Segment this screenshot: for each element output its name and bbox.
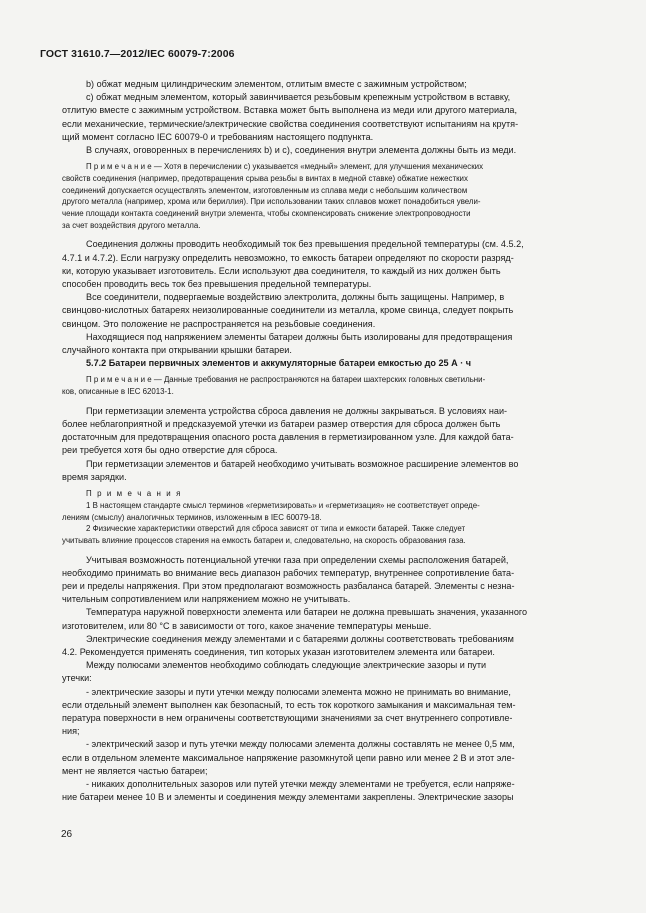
paragraph: Температура наружной поверхности элемента или батареи не должна превышать значения, указанного изготовителем, или 80 °C в зависимости от того, какое значение температуры меньше. xyxy=(62,607,528,631)
note: 2 Физические характеристики отверстий для сброса зависят от типа и емкости батарей. Также следует учитывать влияние процессов старения на емкость батареи и, следовательно, на скорость образования газа. xyxy=(62,524,466,545)
paragraph: Между полюсами элементов необходимо соблюдать следующие электрические зазоры и пути утечки: xyxy=(62,660,487,684)
paragraph: При герметизации элемента устройства сброса давления не должны закрываться. В условиях наи- более неблагоприятной и предсказуемой утечки из батареи размер отверстия для сброса должен быть достаточным для предотвращения опасного роста давления в герметизированном узле. Для каждой бата- реи требуется хотя бы одно отверстие для сброса. xyxy=(62,405,514,456)
page-content xyxy=(62,78,593,804)
notes-heading: П р и м е ч а н и я xyxy=(86,489,182,499)
note: П р и м е ч а н и е — Хотя в перечислении c) указывается «медный» элемент, для улучшения механических свойств соединения (например, предотвращения срыва резьбы в винтах в медной ставке) обжатие нежестких соединений допускается осуществлять элементом, изготовленным из сплава меди с небольшим количеством другого металла (например, хрома или бериллия). При использовании таких сплавов может понадобиться увели- чение площади контакта соединений внутри элемента, чтобы скомпенсировать снижение электропроводности за счет воздействия другого металла. xyxy=(62,162,484,230)
paragraph: Все соединители, подвергаемые воздействию электролита, должны быть защищены. Например, в свинцово-кислотных батареях неизолированные соединители из металла, кроме свинца, следует покрыть свинцом. Это положение не распространяется на резьбовые соединения. xyxy=(62,292,514,329)
note: 1 В настоящем стандарте смысл терминов «герметизировать» и «герметизация» не соответствует опреде- лениям (смыслу) аналогичных терминов, изложенным в IEC 60079-18. xyxy=(62,500,480,522)
paragraph: Учитывая возможность потенциальной утечки газа при определении схемы расположения батарей, необходимо принимать во внимание весь диапазон рабочих температур, внутреннее сопротивление бата- реи и пределы напряжения. При этом предполагают возможность разбаланса батарей. Элементы с незна- чительным сопротивлением или напряжением можно не учитывать. xyxy=(62,554,515,605)
page-header: ГОСТ 31610.7—2012/IEC 60079-7:2006 xyxy=(40,48,235,60)
paragraph: При герметизации элементов и батарей необходимо учитывать возможное расширение элементов во время зарядки. xyxy=(62,458,519,482)
paragraph: Находящиеся под напряжением элементы батареи должны быть изолированы для предотвращения случайного контакта при открывании крышки батареи. xyxy=(62,331,513,356)
paragraph: c) обжат медным элементом, который завинчивается резьбовым крепежным устройством в вставку, отлитую вместе с зажимным устройством. Вставка может быть выполнена из меди или другого материала, если механические, термические/электрические свойства соединения соответствуют испытаниям на крутя- щий момент согласно IEC 60079-0 и требованиям настоящего подпункта. xyxy=(62,92,519,142)
page-number: 26 xyxy=(61,829,73,840)
note: П р и м е ч а н и е — Данные требования не распространяются на батареи шахтерских головных светильни- ков, описанные в IEC 62013-1. xyxy=(62,375,486,397)
paragraph: В случаях, оговоренных в перечислениях b) и c), соединения внутри элемента должны быть из меди. xyxy=(86,145,517,156)
list-item: - электрические зазоры и пути утечки между полюсами элемента можно не принимать во внимание, если отдельный элемент выполнен как безопасный, то есть ток короткого замыкания и максимальная тем- пература поверхности в нем ограничены соответствующими значениями за счет внутреннего сопротивле- ния; xyxy=(62,686,516,737)
paragraph: b) обжат медным цилиндрическим элементом, отлитым вместе с зажимным устройством; xyxy=(86,79,467,89)
list-item: - электрический зазор и путь утечки между полюсами элемента должны составлять не менее 0,5 мм, если в отдельном элементе максимальное напряжение разомкнутой цепи равно или менее 2 В и этот эле- мент не является частью батареи; xyxy=(62,739,515,776)
section-heading: 5.7.2 Батареи первичных элементов и аккумуляторные батареи емкостью до 25 А · ч xyxy=(86,358,472,369)
paragraph: Соединения должны проводить необходимый ток без превышения предельной температуры (см. 4.5.2, 4.7.1 и 4.7.2). Если нагрузку определить невозможно, то емкость батареи определяют по скорости разряд- ки, которую указывает изготовитель. Если используют два соединителя, то каждый из них должен быть способен проводить весь ток без превышения предельной температуры. xyxy=(62,239,524,290)
list-item: - никаких дополнительных зазоров или путей утечки между элементами не требуется, если напряже- ние батареи менее 10 В и элементы и соединения между элементами закреплены. Электрические зазоры xyxy=(62,779,515,803)
paragraph: Электрические соединения между элементами и с батареями должны соответствовать требованиям 4.2. Рекомендуется применять соединения, тип которых указан изготовителем элемента или батареи. xyxy=(62,633,514,658)
